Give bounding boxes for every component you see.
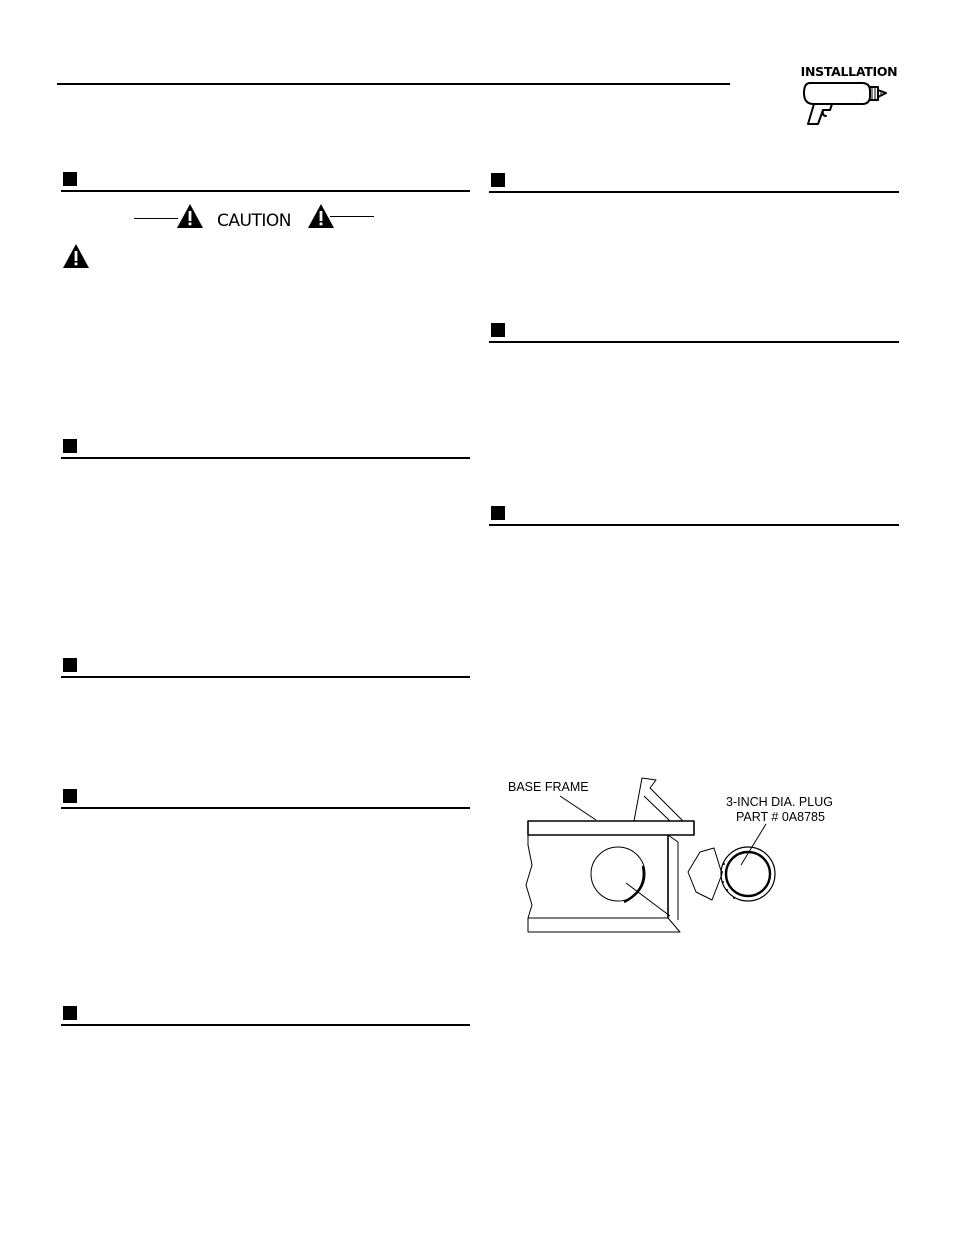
section-marker <box>63 1006 77 1020</box>
base-frame-label: BASE FRAME <box>508 780 589 794</box>
section-marker <box>63 658 77 672</box>
header-rule <box>57 83 730 85</box>
caution-rule-left <box>134 218 178 219</box>
section-header <box>61 172 470 194</box>
section-rule <box>489 191 899 193</box>
section-rule <box>61 457 470 459</box>
section-rule <box>489 524 899 526</box>
section-marker <box>63 172 77 186</box>
section-header <box>489 173 899 195</box>
warning-triangle-icon <box>62 242 90 270</box>
section-rule <box>61 190 470 192</box>
section-rule <box>61 1024 470 1026</box>
section-marker <box>63 789 77 803</box>
caution-rule-right <box>330 216 374 217</box>
section-marker <box>491 506 505 520</box>
caution-label: CAUTION <box>217 211 291 231</box>
section-header <box>489 506 899 528</box>
section-rule <box>61 807 470 809</box>
installation-badge-label: INSTALLATION <box>800 64 898 79</box>
section-header <box>61 658 470 680</box>
warning-triangle-icon <box>176 203 204 229</box>
section-marker <box>491 323 505 337</box>
section-header <box>489 323 899 345</box>
section-header <box>61 439 470 461</box>
section-header <box>61 789 470 811</box>
section-rule <box>489 341 899 343</box>
section-rule <box>61 676 470 678</box>
drill-icon <box>800 78 890 130</box>
section-header <box>61 1006 470 1028</box>
base-frame-plug-figure <box>500 770 860 940</box>
plug-label-line2: PART # 0A8785 <box>736 810 825 824</box>
section-marker <box>63 439 77 453</box>
section-marker <box>491 173 505 187</box>
caution-banner <box>134 203 374 233</box>
plug-label-line1: 3-INCH DIA. PLUG <box>726 795 833 809</box>
